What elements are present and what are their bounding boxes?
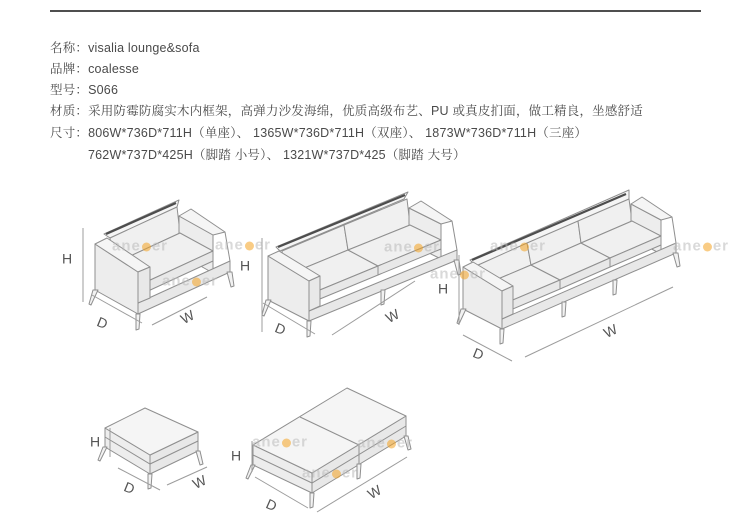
dim-label-h: H: [239, 257, 251, 274]
watermark-dot-icon: [142, 243, 151, 252]
dim-label-w: W: [600, 320, 620, 341]
dim-label-d: D: [263, 495, 280, 515]
watermark: ane er: [214, 236, 272, 254]
watermark-dot-icon: [282, 439, 291, 448]
watermark-dot-icon: [387, 440, 396, 449]
drawing-two-seat-sofa: [233, 185, 463, 345]
watermark: ane er: [429, 265, 487, 283]
dim-label-w: W: [189, 471, 209, 492]
watermark: ane er: [301, 464, 359, 482]
watermark-dot-icon: [332, 470, 341, 479]
spec-line-size-1: 尺寸：806W*736D*711H（单座）、 1365W*736D*711H（双座）、 1873W*736D*711H（三座）: [50, 126, 588, 140]
spec-line-material: 材质：采用防霉防腐实木内框架，高弹力沙发海绵，优质高级布艺、PU 或真皮扪面，做工精良，坐感舒适: [50, 104, 643, 118]
watermark: ane er: [672, 237, 730, 255]
watermark-dot-icon: [703, 243, 712, 252]
drawing-armchair: [55, 190, 235, 340]
watermark-dot-icon: [520, 243, 529, 252]
watermark: ane er: [383, 238, 441, 256]
spec-line-brand: 品牌：coalesse: [50, 62, 140, 76]
watermark-dot-icon: [460, 271, 469, 280]
dim-label-h: H: [89, 433, 101, 450]
drawing-ottoman-small: [75, 395, 225, 510]
watermark-dot-icon: [245, 242, 254, 251]
dim-label-d: D: [94, 313, 111, 333]
dim-label-w: W: [382, 305, 402, 327]
watermark: ane er: [161, 272, 219, 290]
dim-label-d: D: [272, 319, 289, 339]
watermark: ane er: [489, 237, 547, 255]
dim-label-h: H: [437, 280, 449, 297]
spec-line-model: 型号：S066: [50, 83, 119, 97]
dim-label-h: H: [230, 447, 242, 464]
spec-line-size-2: 762W*737D*425H（脚踏 小号）、 1321W*737D*425（脚踏 大号）: [88, 148, 466, 162]
watermark: ane er: [111, 237, 169, 255]
watermark: ane er: [356, 434, 414, 452]
dim-label-w: W: [177, 306, 197, 328]
dim-label-h: H: [61, 250, 73, 267]
top-divider: [50, 10, 701, 12]
watermark-dot-icon: [192, 278, 201, 287]
watermark-dot-icon: [414, 244, 423, 253]
dim-label-d: D: [470, 344, 487, 364]
dim-label-w: W: [364, 481, 385, 503]
dim-label-d: D: [121, 478, 138, 498]
spec-line-name: 名称：visalia lounge&sofa: [50, 41, 200, 55]
watermark: ane er: [251, 433, 309, 451]
